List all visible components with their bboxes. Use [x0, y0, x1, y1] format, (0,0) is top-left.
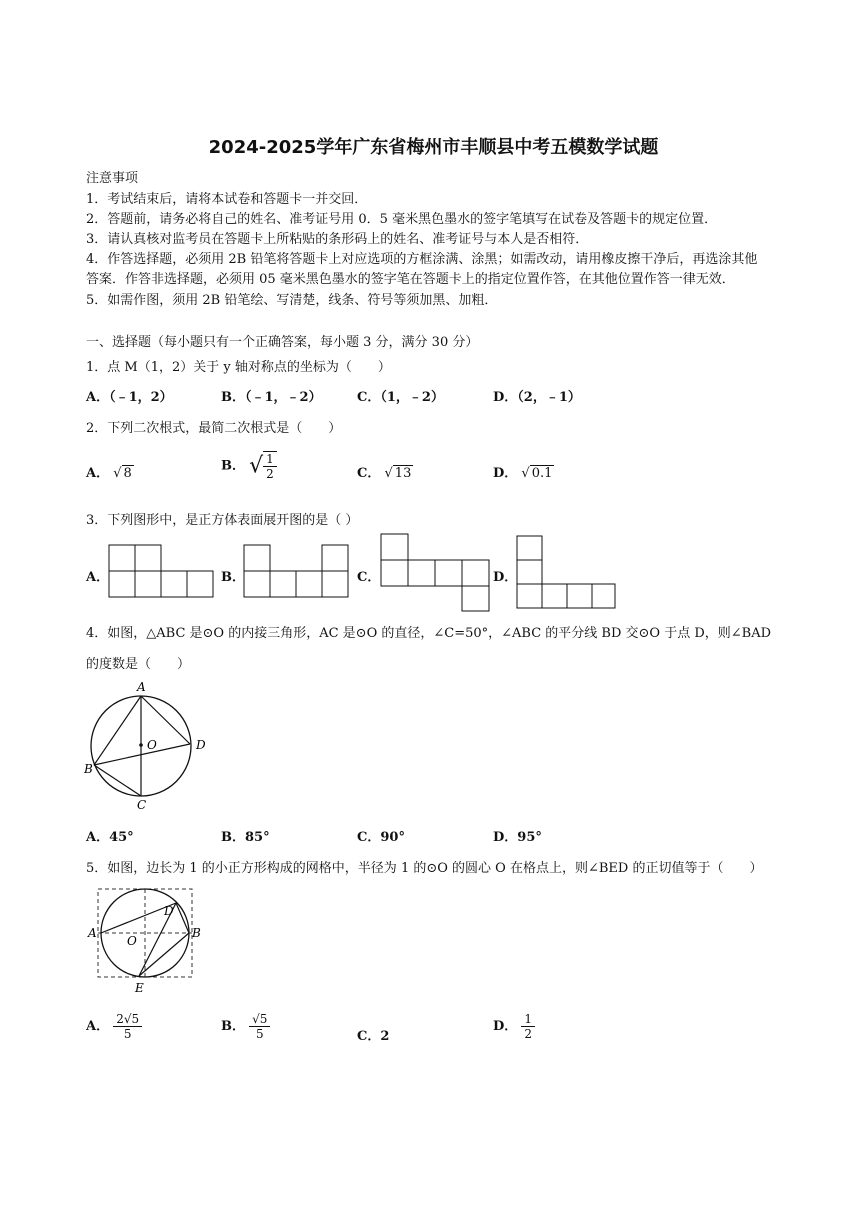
q1-stem: 1．点 M（1，2）关于 y 轴对称点的坐标为（ ） [86, 360, 391, 375]
q2-option-d [493, 462, 554, 481]
note-item: 1．考试结束后，请将本试卷和答题卡一并交回． [86, 192, 368, 207]
denominator: 2 [524, 1027, 533, 1041]
point-label-b: B [192, 926, 201, 940]
point-label-b: B [84, 762, 93, 776]
sqrt-sign-icon: √ [249, 453, 264, 479]
q1-option-a: A．（﹣1，2） [86, 390, 173, 405]
q2-option-b-label: B． [221, 458, 245, 474]
radicand: 8 [123, 466, 132, 481]
denominator: 5 [255, 1027, 264, 1041]
cube-net-c [380, 533, 492, 613]
q1-option-d: D．（2，﹣1） [493, 390, 581, 405]
q2-option-d-label: D． [493, 466, 518, 481]
q5-option-d [493, 1012, 535, 1041]
q2-option-a [86, 462, 134, 481]
point-label-d: D [164, 904, 174, 918]
q1-option-b: B．（﹣1，﹣2） [221, 390, 322, 405]
q4-circle-figure [80, 678, 215, 813]
notes-heading: 注意事项 [86, 171, 139, 186]
q5-option-a [86, 1012, 142, 1041]
point-label-e: E [135, 981, 144, 995]
point-label-o: O [127, 934, 137, 948]
point-label-d: D [196, 738, 206, 752]
note-item: 4．作答选择题，必须用 2B 铅笔将答题卡上对应选项的方框涂满、涂黑；如需改动，请用橡皮擦干净后，再选涂其他 [86, 252, 758, 267]
q4-option-d: D．95° [493, 830, 542, 845]
q5-option-a-label: A． [86, 1019, 110, 1034]
numerator: 1 [263, 452, 277, 467]
point-label-o: O [147, 738, 157, 752]
cube-net-b [243, 544, 351, 599]
sqrt-expression: √ 13 [384, 466, 412, 481]
q5-option-c: C．2 [357, 1029, 390, 1044]
q1-option-c: C．（1，﹣2） [357, 390, 444, 405]
sqrt-expression: √ 0.1 [521, 466, 553, 481]
numerator: 1 [521, 1012, 535, 1027]
cube-net-a [108, 544, 216, 599]
q2-option-a-label: A． [86, 466, 110, 481]
point-label-a: A [137, 680, 146, 694]
fraction [521, 1012, 535, 1041]
numerator: √5 [249, 1012, 270, 1027]
radicand: 0.1 [531, 466, 553, 481]
sqrt-expression: √ 8 [113, 466, 132, 481]
q4-option-b: B．85° [221, 830, 270, 845]
q3-stem: 3．下列图形中，是正方体表面展开图的是（ ） [86, 513, 359, 528]
note-item: 5．如需作图，须用 2B 铅笔绘、写清楚，线条、符号等须加黑、加粗． [86, 293, 498, 308]
numerator: 2√5 [113, 1012, 142, 1027]
q3-option-d-label: D． [493, 570, 518, 585]
fraction [263, 451, 277, 481]
q5-stem: 5．如图，边长为 1 的小正方形构成的网格中，半径为 1 的⊙O 的圆心 O 在格点上，则∠BED 的正切值等于（ ） [86, 861, 763, 876]
q5-option-b-label: B． [221, 1019, 245, 1034]
note-item: 2．答题前，请务必将自己的姓名、准考证号用 0．5 毫米黑色墨水的签字笔填写在试卷及答题卡的规定位置． [86, 212, 718, 227]
fraction [249, 1012, 270, 1041]
denominator: 2 [266, 467, 274, 481]
q5-option-b [221, 1012, 270, 1041]
q2-option-b [221, 451, 277, 481]
q2-option-c [357, 462, 413, 481]
q4-stem-line1: 4．如图，△ABC 是⊙O 的内接三角形，AC 是⊙O 的直径，∠C=50°，∠ABC 的平分线 BD 交⊙O 于点 D，则∠BAD [86, 626, 772, 641]
q4-option-c: C．90° [357, 830, 405, 845]
cube-net-d [516, 535, 618, 611]
q4-option-a: A．45° [86, 830, 134, 845]
point-label-c: C [137, 798, 147, 812]
fraction [113, 1012, 142, 1041]
q2-option-c-label: C． [357, 466, 381, 481]
radicand: 13 [394, 466, 412, 481]
q3-option-b-label: B． [221, 570, 245, 585]
note-item: 答案．作答非选择题，必须用 05 毫米黑色墨水的签字笔在答题卡上的指定位置作答，在其他位置作答一律无效． [86, 272, 735, 287]
q4-stem-line2: 的度数是（ ） [86, 657, 191, 672]
q5-option-d-label: D． [493, 1019, 518, 1034]
page-title: 2024-2025学年广东省梅州市丰顺县中考五模数学试题 [208, 137, 659, 158]
denominator: 5 [123, 1027, 132, 1041]
q3-option-c-label: C． [357, 570, 381, 585]
q3-option-a-label: A． [86, 570, 110, 585]
point-label-a: A [88, 926, 97, 940]
q2-stem: 2．下列二次根式，最简二次根式是（ ） [86, 421, 342, 436]
note-item: 3．请认真核对监考员在答题卡上所粘贴的条形码上的姓名、准考证号与本人是否相符． [86, 232, 589, 247]
section-heading: 一、选择题（每小题只有一个正确答案，每小题 3 分，满分 30 分） [86, 335, 479, 350]
q5-grid-figure [84, 884, 204, 996]
